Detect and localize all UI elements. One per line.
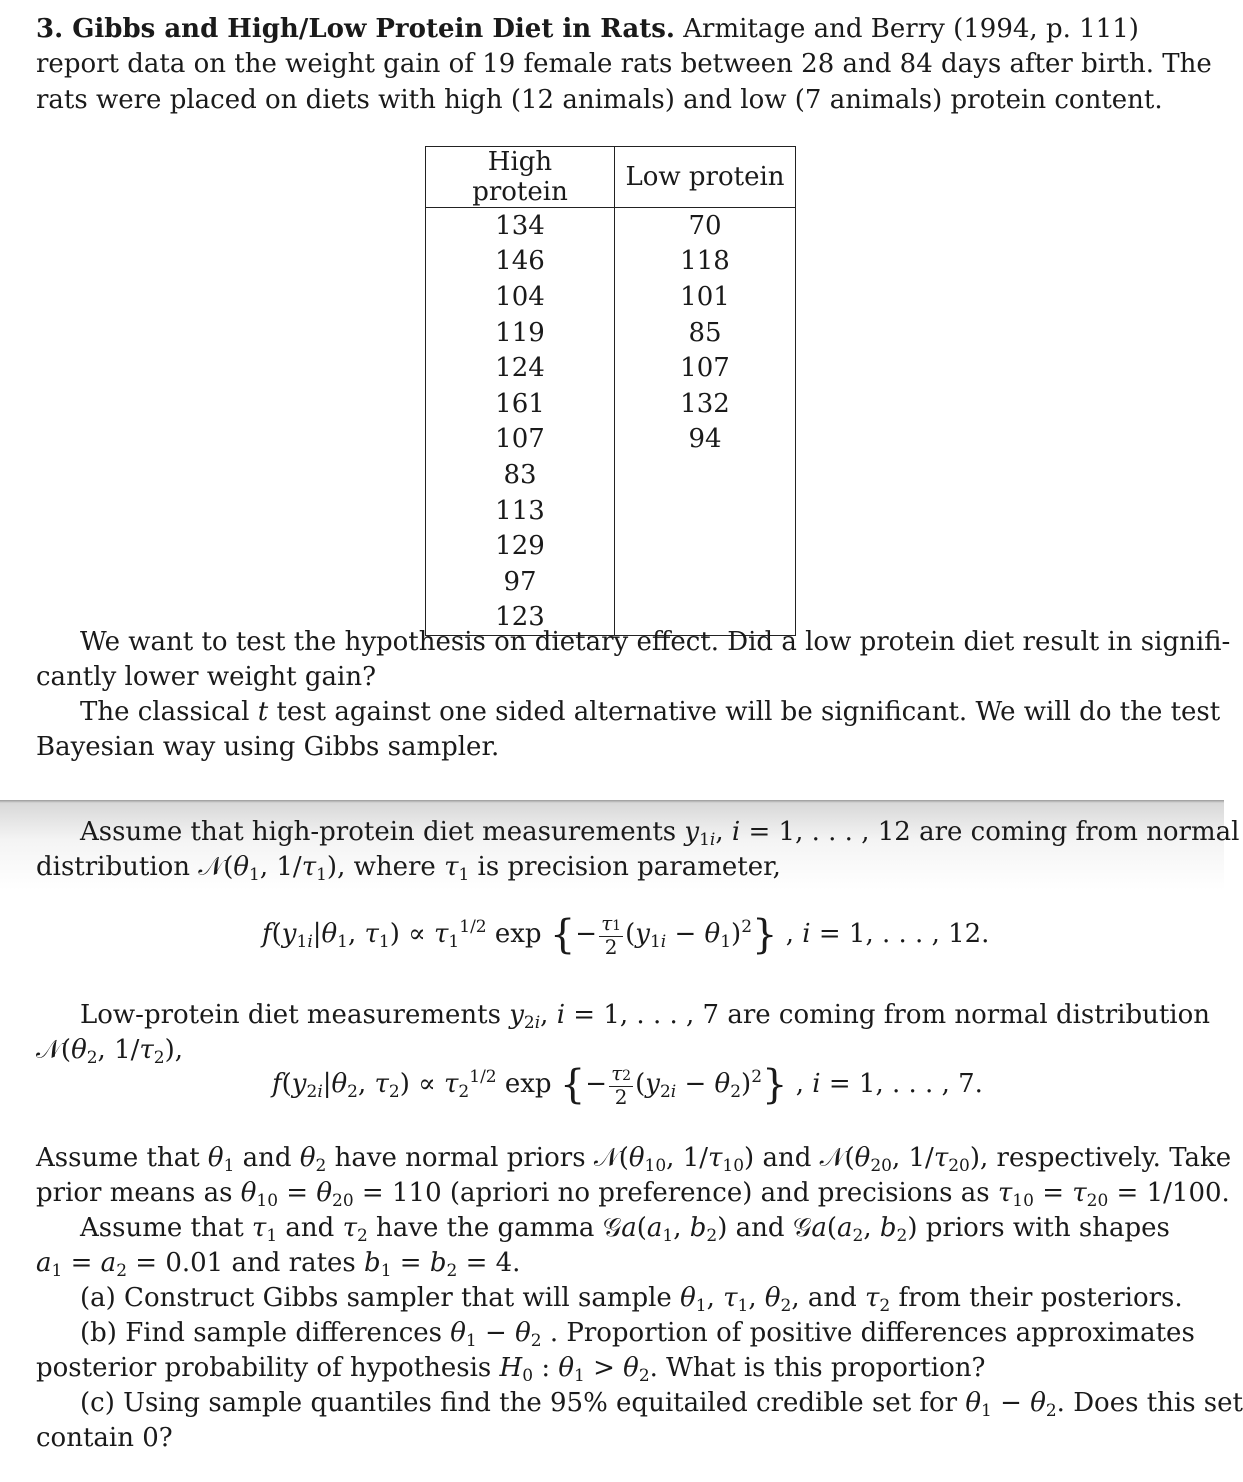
weight-gain-table xyxy=(425,146,796,636)
ttest-line-1: The classical t test against one sided alternative will be significant. We will do the test xyxy=(80,697,1221,727)
gamma-priors-line-2: $a_1 = a_2 = 0.01$ and rates $b_1 = b_2 = 4$. xyxy=(36,1248,521,1281)
problem-bottom-section xyxy=(0,800,1243,1482)
low-model-line-1: Low-protein diet measurements $y_{2i}$, i = 1, . . . , 7 are coming from normal distribution xyxy=(80,1000,1210,1033)
table-row: 97 xyxy=(426,564,796,600)
part-a: (a) Construct Gibbs sampler that will sample $\theta_1$, $\tau_1$, $\theta_2$, and $\tau_2$ from their posteriors. xyxy=(80,1283,1183,1316)
header-low-protein: Low protein xyxy=(615,147,796,208)
table-row: 161 132 xyxy=(426,386,796,422)
part-b-line-2: posterior probability of hypothesis $H_0$ : $\theta_1 > \theta_2$. What is this proportion? xyxy=(36,1353,986,1386)
part-c-line-1: (c) Using sample quantiles find the 95% equitailed credible set for $\theta_1 - \theta_2$. Does this set xyxy=(80,1388,1243,1421)
table-row: 134 70 xyxy=(426,208,796,244)
low-likelihood-equation: $f(y_{2i}|\theta_2$, $\tau_2) \propto \tau_2^{1/2}$ exp {− $\frac{\tau 2}{2}$ $(y_{2i} - \theta_2)^2$} , i = 1, . . . , 7. xyxy=(272,1061,983,1109)
low-model-line-2: $𝒩(\theta_2$, $1/\tau_2$), xyxy=(36,1035,184,1068)
question-line-1: We want to test the hypothesis on dietary effect. Did a low protein diet result in signifi- xyxy=(80,627,1231,657)
part-c-line-2: contain 0? xyxy=(36,1423,173,1453)
high-model-line-1: Assume that high-protein diet measurements $y_{1i}$, i = 1, . . . , 12 are coming from normal xyxy=(80,817,1240,850)
high-likelihood-equation: $f(y_{1i}|\theta_1$, $\tau_1) \propto \tau_1^{1/2}$ exp {− $\frac{\tau 1}{2}$ $(y_{1i} - \theta_1)^2$} , i = 1, . . . , 12. xyxy=(262,911,990,959)
intro-line-3: rats were placed on diets with high (12 animals) and low (7 animals) protein content. xyxy=(36,85,1163,115)
intro-line-2: report data on the weight gain of 19 female rats between 28 and 84 days after birth. The xyxy=(36,49,1212,79)
high-model-line-2: distribution $𝒩(\theta_1$, $1/\tau_1$), where $\tau_1$ is precision parameter, xyxy=(36,852,781,885)
table-header-row xyxy=(426,147,796,208)
table-row: 129 xyxy=(426,528,796,564)
normal-priors-line-2: prior means as $\theta_{10} = \theta_{20} = 110$ (apriori no preference) and precisions as $\tau_{10} = \tau_{20} = 1/100$. xyxy=(36,1178,1230,1211)
header-high-protein: High protein xyxy=(426,147,615,208)
table-row: 146 118 xyxy=(426,244,796,280)
normal-priors-line-1: Assume that $\theta_1$ and $\theta_2$ have normal priors $𝒩(\theta_{10}$, $1/\tau_{10}$) and $𝒩(\theta_{20}$, $1/\tau_{20}$), respectively. Take xyxy=(36,1143,1232,1176)
table-row: 123 xyxy=(426,600,796,636)
ttest-line-2: Bayesian way using Gibbs sampler. xyxy=(36,732,500,762)
gamma-priors-line-1: Assume that $\tau_1$ and $\tau_2$ have the gamma $𝒢a(a_1$, $b_2$) and $𝒢a(a_2$, $b_2$) priors with shapes xyxy=(80,1213,1170,1246)
table-row: 124 107 xyxy=(426,350,796,386)
part-b-line-1: (b) Find sample differences $\theta_1 - \theta_2$ . Proportion of positive differences approximates xyxy=(80,1318,1195,1351)
table-row: 113 xyxy=(426,493,796,529)
problem-title: 3. Gibbs and High/Low Protein Diet in Rats. xyxy=(36,14,675,44)
table-row: 107 94 xyxy=(426,422,796,458)
question-line-2: cantly lower weight gain? xyxy=(36,662,377,692)
table-row: 104 101 xyxy=(426,279,796,315)
table-row: 83 xyxy=(426,457,796,493)
table-row: 119 85 xyxy=(426,315,796,351)
intro-line-1: 3. Gibbs and High/Low Protein Diet in Rats. Armitage and Berry (1994, p. 111) xyxy=(36,14,1139,44)
